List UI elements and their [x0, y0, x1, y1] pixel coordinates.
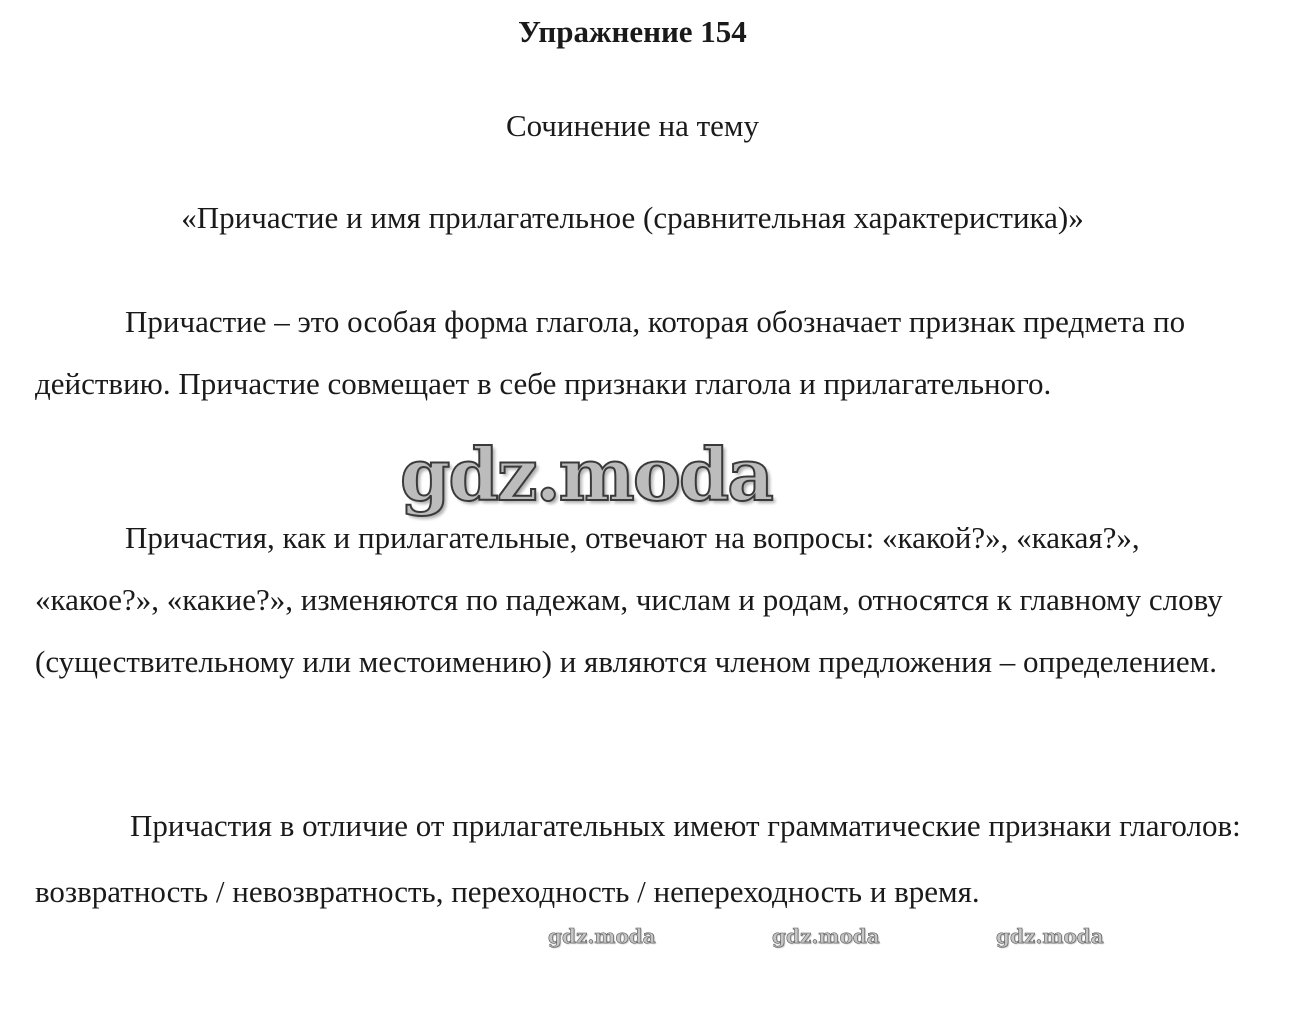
watermark-logo: gdz.moda — [400, 432, 772, 517]
paragraph-3 — [35, 793, 1245, 925]
watermark-small-3: gdz.moda — [996, 924, 1104, 948]
paragraph-2-text: Причастия, как и прилагательные, отвечают на вопросы: «какой?», «какая?», «какое?», «какие?», изменяются по падежам, числам и родам, относятся к главному слову (существительному или местоимению) и являются членом предложения – определением. — [35, 520, 1223, 679]
watermark-small-1: gdz.moda — [548, 924, 656, 948]
paragraph-2 — [35, 507, 1245, 693]
exercise-title: Упражнение 154 — [518, 14, 747, 49]
watermark-small-2: gdz.moda — [772, 924, 880, 948]
paragraph-3-text: Причастия в отличие от прилагательных имеют грамматические признаки глаголов: возвратность / невозвратность, переходность / непереходность и время. — [35, 808, 1241, 909]
paragraph-1-text: Причастие – это особая форма глагола, которая обозначает признак предмета по действию. Причастие совмещает в себе признаки глагола и прилагательного. — [35, 304, 1186, 401]
essay-subtitle: Сочинение на тему — [505, 108, 760, 143]
paragraph-1 — [35, 291, 1245, 415]
essay-topic: «Причастие и имя прилагательное (сравнительная характеристика)» — [181, 200, 1084, 235]
